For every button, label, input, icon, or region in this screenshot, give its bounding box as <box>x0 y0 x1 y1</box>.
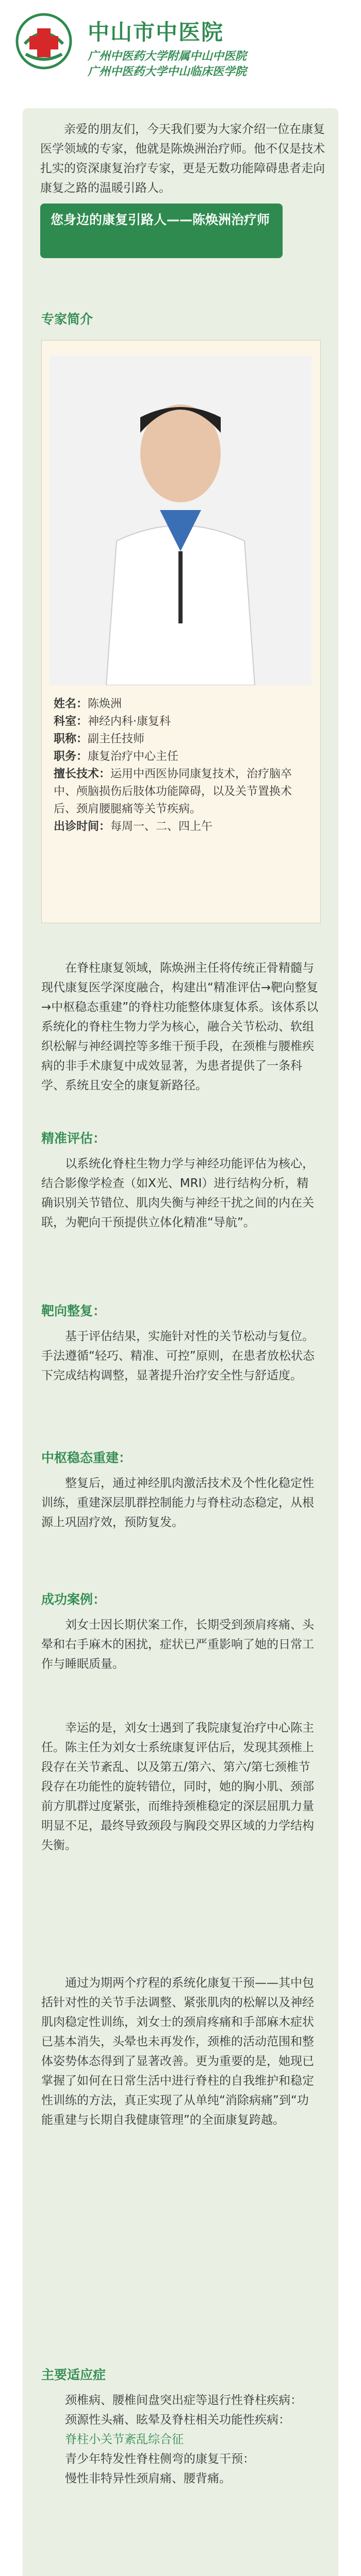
stability-heading: 中枢稳态重建： <box>41 1450 132 1465</box>
profile-details <box>54 696 311 836</box>
case-heading: 成功案例： <box>41 1592 106 1607</box>
indication-item-3: 青少年特发性脊柱侧弯的康复干预： <box>65 2452 255 2466</box>
indication-item-1: 颈椎病、腰椎间盘突出症等退行性脊柱疾病： <box>65 2394 302 2407</box>
adjustment-paragraph: 基于评估结果，实施针对性的关节松动与复位。手法遵循“轻巧、精准、可控”原则，在患者放松状态下完成结构调整，显著提升治疗安全性与舒适度。 <box>41 1330 315 1382</box>
time-label: 出诊时间： <box>54 820 111 833</box>
title-value: 副主任技师 <box>88 733 145 745</box>
hospital-subtitle-1: 广州中医药大学附属中山中医院 <box>88 49 247 63</box>
profile-skill-row <box>54 766 311 818</box>
profile-time-row <box>54 818 311 836</box>
hospital-logo-icon <box>15 13 72 70</box>
case-paragraph-1: 刘女士因长期伏案工作，长期受到颈肩疼痛、头晕和右手麻木的困扰，症状已严重影响了她的日常工作与睡眠质量。 <box>41 1618 314 1671</box>
system-paragraph: 在脊柱康复领域，陈焕洲主任将传统正骨精髓与现代康复医学深度融合，构建出“精准评估→靶向整复→中枢稳态重建”的脊柱功能整体康复体系。该体系以系统化的脊柱生物力学为核心，融合关节松动、软组织松解与神经调控等多维干预手段，在颈椎与腰椎疾病的非手术康复中成效显著，为患者提供了一条科学、系统且安全的康复新路径。 <box>41 961 319 1092</box>
time-value: 每周一、二、四上午 <box>110 820 213 833</box>
profile-dept-row <box>54 713 311 731</box>
assessment-paragraph: 以系统化脊柱生物力学与神经功能评估为核心，结合影像学检查（如X光、MRI）进行结构分析，精确识别关节错位、肌肉失衡与神经干扰之间的内在关联，为靶向干预提供立体化精准“导航”。 <box>41 1157 314 1229</box>
profile-role-row <box>54 748 311 766</box>
assessment-heading: 精准评估： <box>41 1131 106 1146</box>
profile-name-row <box>54 696 311 713</box>
dept-label: 科室： <box>54 715 88 728</box>
title-label: 职称： <box>54 733 88 745</box>
indication-item-4: 慢性非特异性颈肩痛、腰背痛。 <box>65 2472 231 2485</box>
adjustment-heading: 靶向整复： <box>41 1303 106 1318</box>
hospital-subtitle-2: 广州中医药大学中山临床医学院 <box>88 65 247 78</box>
indications-list <box>41 2391 320 2488</box>
role-value: 康复治疗中心主任 <box>88 750 179 763</box>
case-paragraph-3: 通过为期两个疗程的系统化康复干预——其中包括针对性的关节手法调整、紧张肌肉的松解以及神经肌肉稳定性训练，刘女士的颈肩疼痛和手部麻木症状已基本消失，头晕也未再发作，颈椎的活动范围和整体姿势体态得到了显著改善。更为重要的是，她现已掌握了如何在日常生活中进行脊柱的自我维护和稳定性训练的方法，真正实现了从单纯“消除病痛”到“功能重建与长期自我健康管理”的全面康复跨越。 <box>41 1976 314 2127</box>
role-label: 职务： <box>54 750 88 763</box>
intro-paragraph: 亲爱的朋友们，今天我们要为大家介绍一位在康复医学领域的专家，他就是陈焕洲治疗师。他不仅是技术扎实的资深康复治疗专家，更是无数功能障碍患者走向康复之路的温暖引路人。 <box>40 123 325 195</box>
indications-heading: 主要适应症 <box>41 2367 106 2382</box>
name-value: 陈焕洲 <box>88 698 122 710</box>
skill-value: 运用中西医协同康复技术，治疗脑卒中、颅脑损伤后肢体功能障碍，以及关节置换术后、颈肩腰腿痛等关节疾病。 <box>54 768 292 816</box>
skill-label: 擅长技术： <box>54 768 111 781</box>
name-label: 姓名： <box>54 698 88 710</box>
indication-item-2: 颈源性头痛、眩晕及脊柱相关功能性疾病： <box>65 2413 290 2427</box>
indication-item-3a: 脊柱小关节紊乱综合征 <box>65 2433 184 2446</box>
profile-heading: 专家简介 <box>41 312 93 327</box>
doctor-photo <box>50 355 311 685</box>
hospital-header <box>0 0 361 85</box>
title-banner: 您身边的康复引路人——陈焕洲治疗师 <box>40 204 283 258</box>
dept-value: 神经内科·康复科 <box>88 715 171 728</box>
profile-title-row <box>54 731 311 748</box>
case-paragraph-2: 幸运的是，刘女士遇到了我院康复治疗中心陈主任。陈主任为刘女士系统康复评估后，发现其颈椎上段存在关节紊乱、以及第五/第六、第六/第七颈椎节段存在功能性的旋转错位，同时，她的胸小肌、颈部前方肌群过度紧张，而维持颈椎稳定的深层屈肌力量明显不足，最终导致颈段与胸段交界区域的力学结构失衡。 <box>41 1721 314 1852</box>
stability-paragraph: 整复后，通过神经肌肉激活技术及个性化稳定性训练，重建深层肌群控制能力与脊柱动态稳定，从根源上巩固疗效，预防复发。 <box>41 1477 314 1529</box>
hospital-name: 中山市中医院 <box>88 20 224 45</box>
